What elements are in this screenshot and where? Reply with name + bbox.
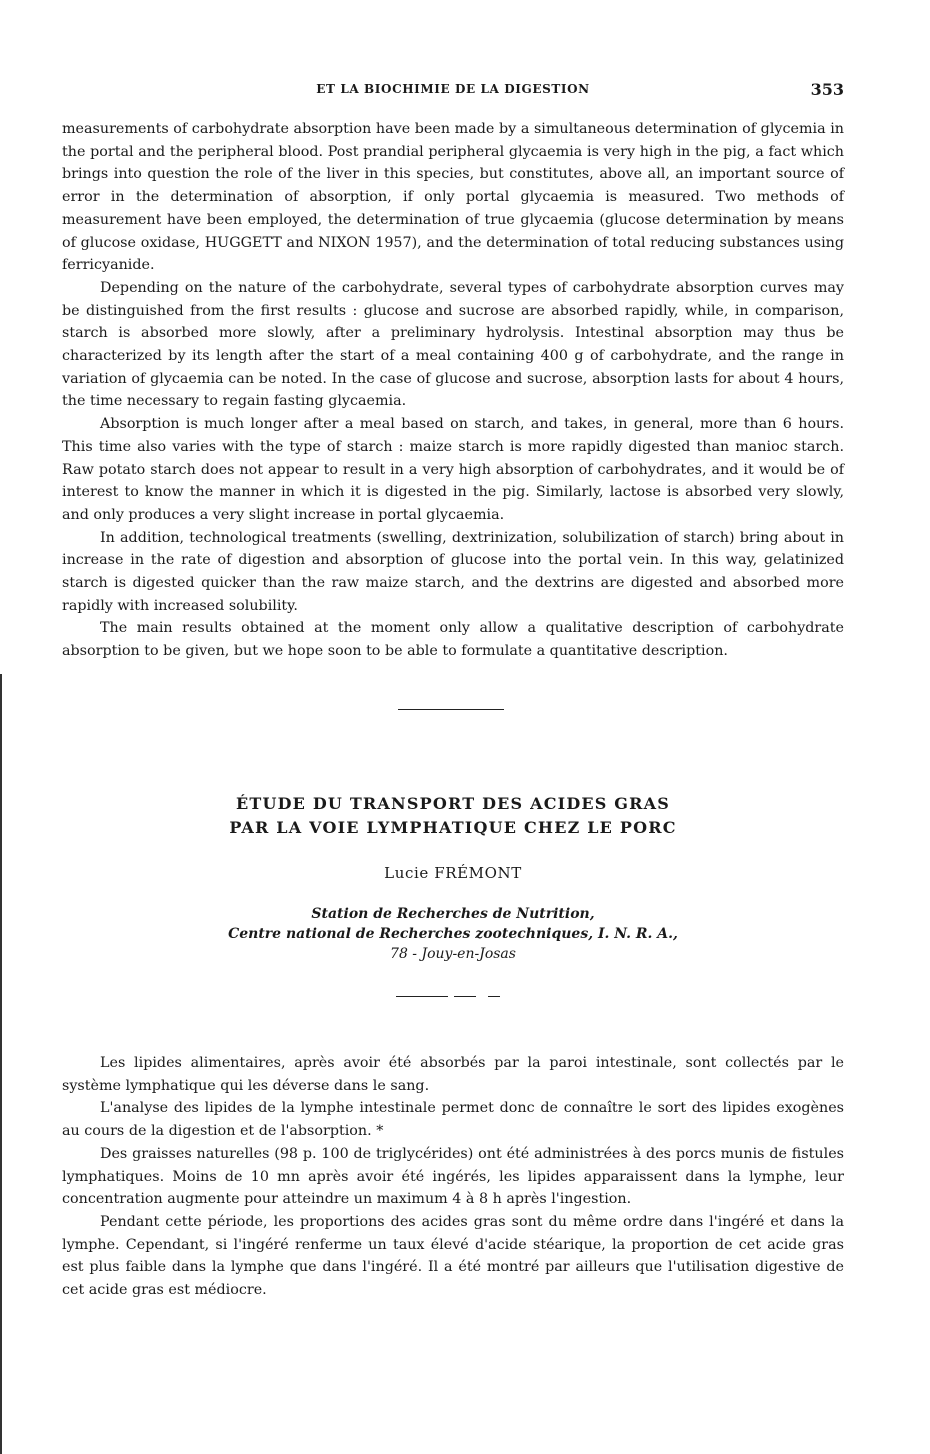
affiliation-line: Station de Recherches de Nutrition, [311, 906, 595, 922]
affiliation-line: Centre national de Recherches zootechniques, I. N. R. A., [228, 926, 678, 942]
affiliation [62, 904, 844, 964]
french-abstract [62, 1052, 844, 1302]
title-line: PAR LA VOIE LYMPHATIQUE CHEZ LE PORC [229, 818, 677, 837]
title-divider [396, 996, 502, 1004]
author-name: Lucie FRÉMONT [384, 864, 522, 882]
paragraph: Pendant cette période, les proportions des acides gras sont du même ordre dans l'ingéré et dans la lymphe. Cependant, si l'ingéré renferme un taux élevé d'acide stéarique, la proportion de cet acide gras est plus faible dans la lymphe que dans l'ingéré. Il a été montré par ailleurs que l'utilisation digestive de cet acide gras est médiocre. [62, 1213, 844, 1299]
paragraph: The main results obtained at the moment only allow a qualitative description of carbohydrate absorption to be given, but we hope soon to be able to formulate a quantitative description. [62, 620, 844, 660]
paragraph: Absorption is much longer after a meal based on starch, and takes, in general, more than 6 hours. This time also varies with the type of starch : maize starch is more rapidly digested than manioc starch. Raw potato starch does not appear to result in a very high absorption of carbohydrates, and it would be of interest to know the manner in which it is digested in the pig. Similarly, lactose is absorbed very slowly, and only produces a very slight increase in portal glycaemia. [62, 416, 844, 523]
scan-edge-mark [0, 674, 2, 1454]
paragraph: In addition, technological treatments (swelling, dextrinization, solubilization of starch) bring about in increase in the rate of digestion and absorption of glucose into the portal vein. In this way, gelatinized starch is digested quicker than the raw maize starch, and the dextrins are digested and absorbed more rapidly with increased solubility. [62, 529, 844, 614]
running-head: ET LA BIOCHIMIE DE LA DIGESTION [316, 82, 590, 96]
paragraph: L'analyse des lipides de la lymphe intestinale permet donc de connaître le sort des lipides exogènes au cours de la digestion et de l'absorption. * [62, 1100, 844, 1140]
paragraph: measurements of carbohydrate absorption have been made by a simultaneous determination of glycemia in the portal and the peripheral blood. Post prandial peripheral glycaemia is very high in the pig, a fact which brings into question the role of the liver in this species, but constitutes, above all, an important source of error in the determination of absorption, if only portal glycaemia is measured. Two methods of measurement have been employed, the determination of true glycaemia (glucose determination by means of glucose oxidase, HUGGETT and NIXON 1957), and the determination of total reducing substances using ferricyanide. [62, 121, 844, 274]
article-title [62, 792, 844, 840]
paragraph: Des graisses naturelles (98 p. 100 de triglycérides) ont été administrées à des porcs munis de fistules lymphatiques. Moins de 10 mn après avoir été ingérés, les lipides apparaissent dans la lymphe, leur concentration augmente pour atteindre un maximum 4 à 8 h après l'ingestion. [62, 1145, 844, 1208]
paragraph: Depending on the nature of the carbohydrate, several types of carbohydrate absorption curves may be distinguished from the first results : glucose and sucrose are absorbed rapidly, while, in comparison, starch is absorbed more slowly, after a preliminary hydrolysis. Intestinal absorption may thus be characterized by its length after the start of a meal containing 400 g of carbohydrate, and the range in variation of glycaemia can be noted. In the case of glucose and sucrose, absorption lasts for about 4 hours, the time necessary to regain fasting glycaemia. [62, 279, 844, 410]
english-summary [62, 118, 844, 663]
paragraph: Les lipides alimentaires, après avoir été absorbés par la paroi intestinale, sont collectés par le système lymphatique qui les déverse dans le sang. [62, 1055, 844, 1094]
page-number: 353 [810, 80, 844, 99]
page [62, 0, 844, 1447]
section-divider [398, 709, 504, 710]
page-header [62, 80, 844, 104]
title-line: ÉTUDE DU TRANSPORT DES ACIDES GRAS [235, 794, 671, 813]
affiliation-line: 78 - Jouy-en-Josas [390, 946, 516, 962]
